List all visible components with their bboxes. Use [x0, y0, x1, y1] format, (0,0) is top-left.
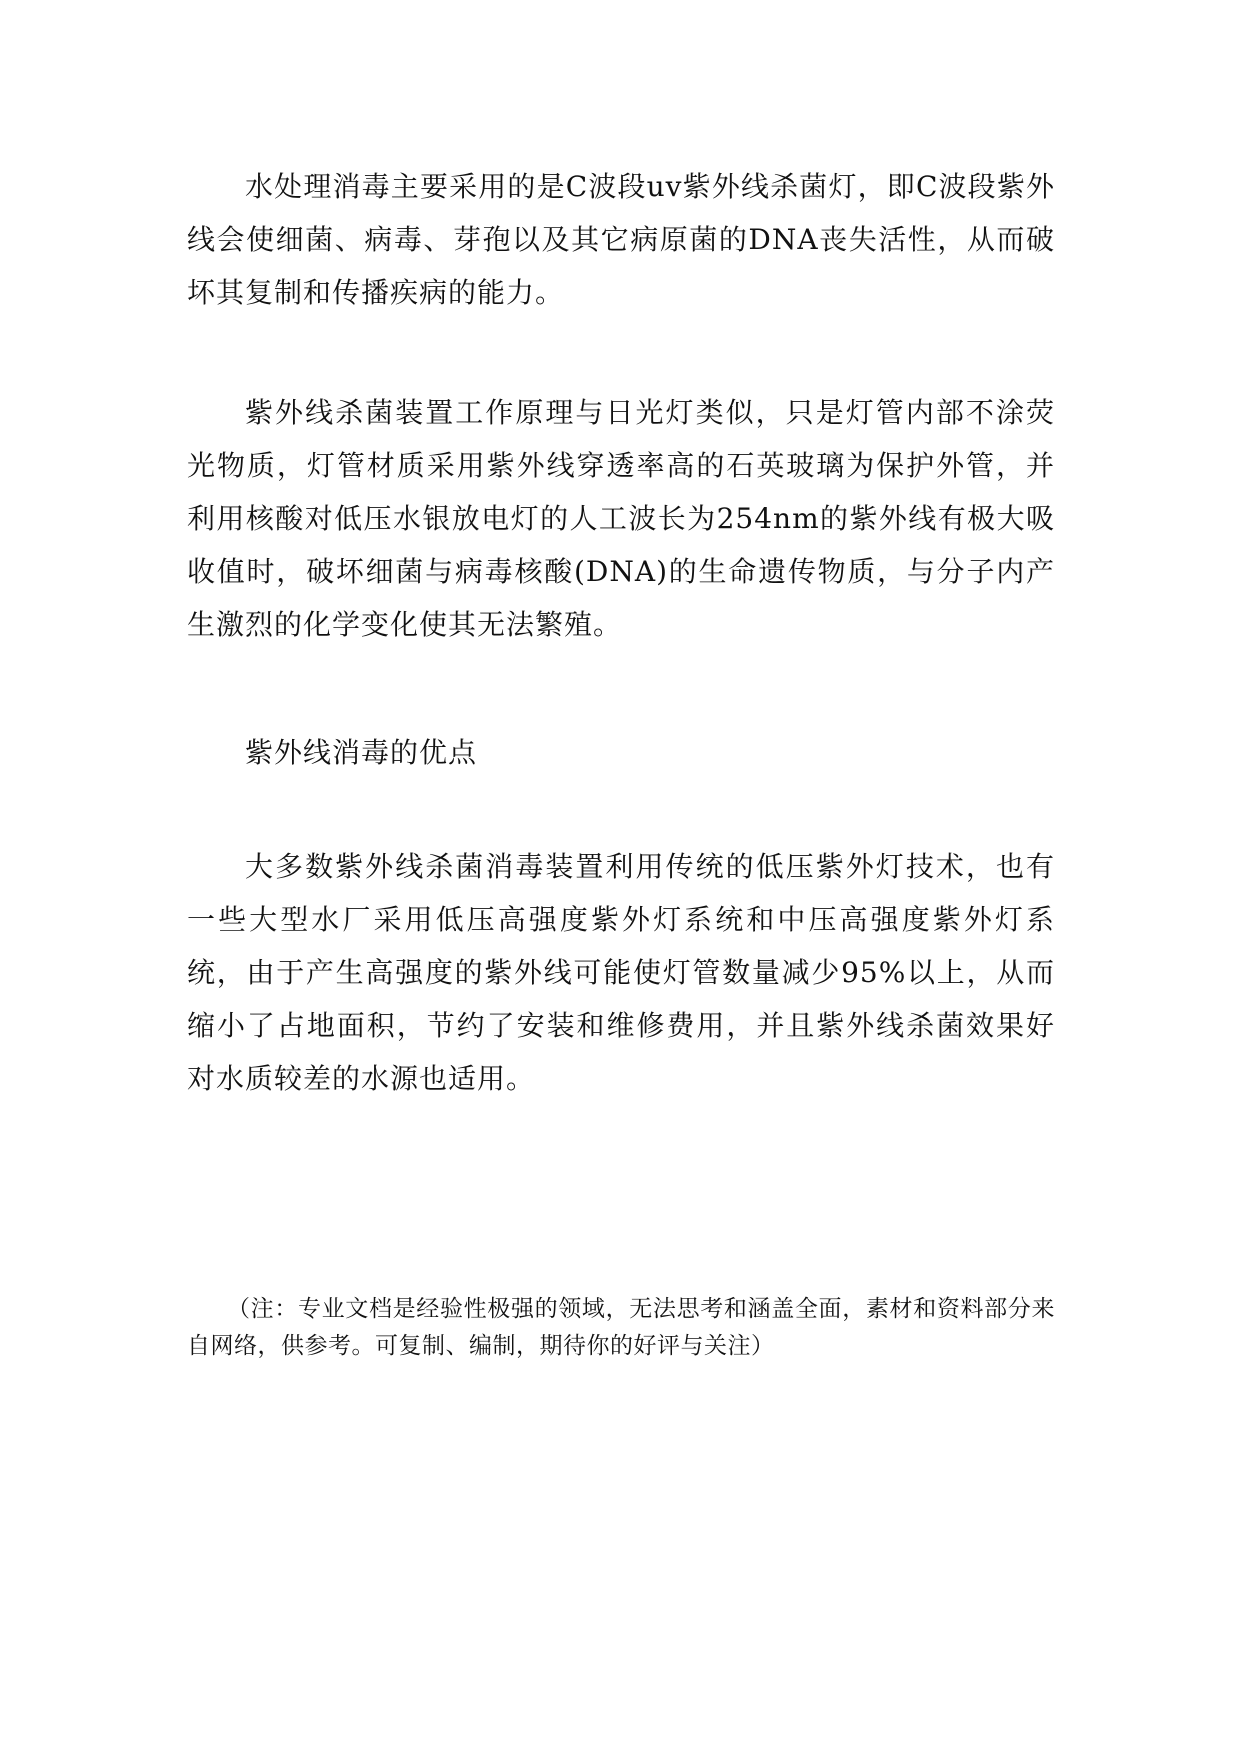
footer-note: （注：专业文档是经验性极强的领域，无法思考和涵盖全面，素材和资料部分来自网络，供参考。可复制、编制，期待你的好评与关注） [187, 1296, 1055, 1359]
paragraph-uv-disinfection-intro: 水处理消毒主要采用的是C波段uv紫外线杀菌灯，即C波段紫外线会使细菌、病毒、芽孢以及其它病原菌的DNA丧失活性，从而破坏其复制和传播疾病的能力。 [187, 170, 1055, 309]
section-heading-uv-advantages: 紫外线消毒的优点 [245, 736, 478, 769]
paragraph-uv-device-principle: 紫外线杀菌装置工作原理与日光灯类似，只是灯管内部不涂荧光物质，灯管材质采用紫外线穿透率高的石英玻璃为保护外管，并利用核酸对低压水银放电灯的人工波长为254nm的紫外线有极大吸收值时，破坏细菌与病毒核酸(DNA)的生命遗传物质，与分子内产生激烈的化学变化使其无法繁殖。 [187, 396, 1055, 641]
paragraph-uv-advantages: 大多数紫外线杀菌消毒装置利用传统的低压紫外灯技术，也有一些大型水厂采用低压高强度紫外灯系统和中压高强度紫外灯系统，由于产生高强度的紫外线可能使灯管数量减少95%以上，从而缩小了占地面积，节约了安装和维修费用，并且紫外线杀菌效果好对水质较差的水源也适用。 [187, 850, 1055, 1095]
